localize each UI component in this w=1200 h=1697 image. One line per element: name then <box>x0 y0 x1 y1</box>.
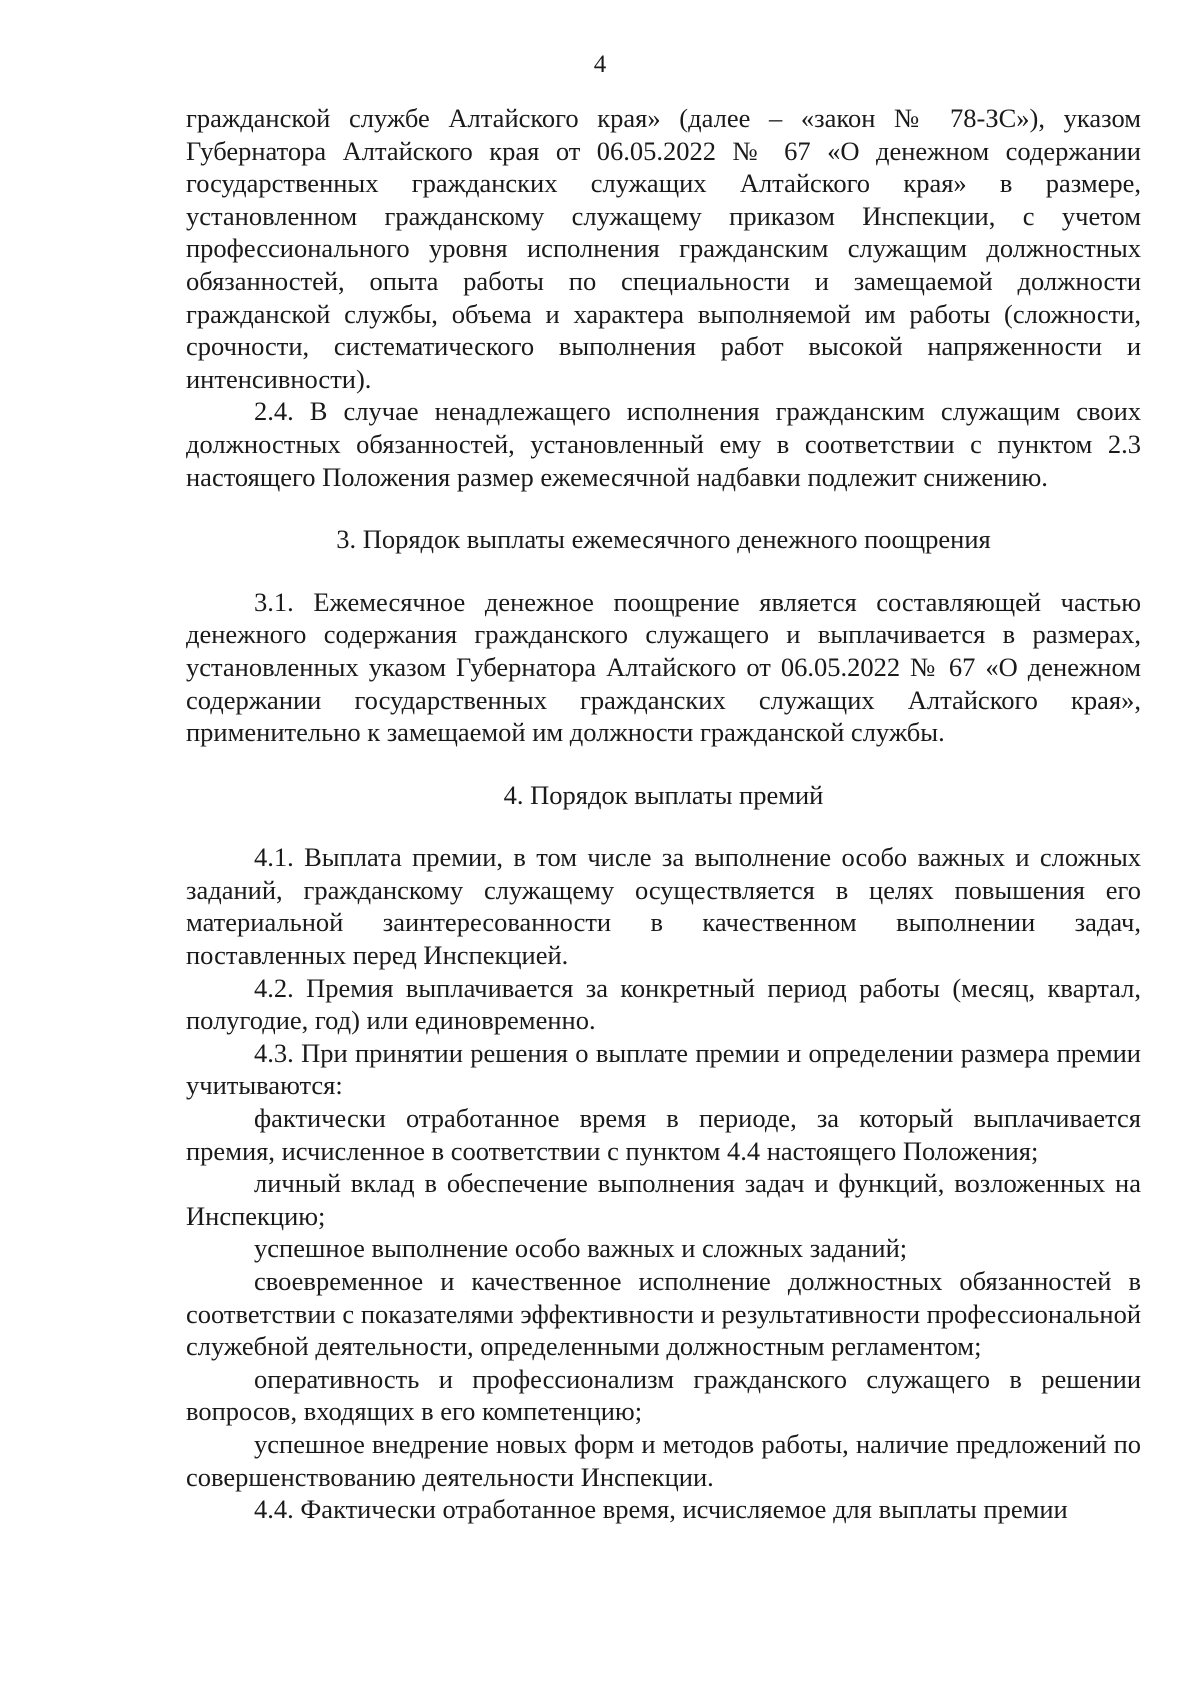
paragraph-4-3: 4.3. При принятии решения о выплате премии и определении размера премии учитываются: <box>186 1037 1141 1101</box>
paragraph-continuation: гражданской службе Алтайского края» (далее – «закон № 78-ЗС»), указом Губернатора Алтайского края от 06.05.2022 № 67 «О денежном содержании государственных гражданских служащих Алтайского края» в размере, установленном гражданскому служащему приказом Инспекции, с учетом профессионального уровня исполнения гражданским служащим должностных обязанностей, опыта работы по специальности и замещаемой должности гражданской службы, объема и характера выполняемой им работы (сложности, срочности, систематического выполнения работ высокой напряженности и интенсивности). <box>186 103 1141 394</box>
list-item: успешное внедрение новых форм и методов работы, наличие предложений по совершенствованию деятельности Инспекции. <box>186 1428 1141 1492</box>
list-item: успешное выполнение особо важных и сложных заданий; <box>254 1233 908 1264</box>
list-item: личный вклад в обеспечение выполнения задач и функций, возложенных на Инспекцию; <box>186 1168 1141 1231</box>
paragraph-2-4: 2.4. В случае ненадлежащего исполнения гражданским служащим своих должностных обязанностей, установленный ему в соответствии с пунктом 2.3 настоящего Положения размер ежемесячной надбавки подлежит снижению. <box>186 396 1141 492</box>
paragraph-4-2: 4.2. Премия выплачивается за конкретный период работы (месяц, квартал, полугодие, год) или единовременно. <box>186 972 1141 1036</box>
list-item: фактически отработанное время в периоде, за который выплачивается премия, исчисленное в соответствии с пунктом 4.4 настоящего Положения; <box>186 1103 1141 1166</box>
list-item: своевременное и качественное исполнение должностных обязанностей в соответствии с показателями эффективности и результативности профессиональной служебной деятельности, определенными должностным регламентом; <box>186 1266 1141 1362</box>
paragraph-4-4: 4.4. Фактически отработанное время, исчисляемое для выплаты премии <box>254 1494 1068 1525</box>
paragraph-3-1: 3.1. Ежемесячное денежное поощрение является составляющей частью денежного содержания гражданского служащего и выплачивается в размерах, установленных указом Губернатора Алтайского от 06.05.2022 № 67 «О денежном содержании государственных гражданских служащих Алтайского края», применительно к замещаемой им должности гражданской службы. <box>186 586 1141 748</box>
paragraph-4-1: 4.1. Выплата премии, в том числе за выполнение особо важных и сложных заданий, гражданскому служащему осуществляется в целях повышения его материальной заинтересованности в качественном выполнении задач, поставленных перед Инспекцией. <box>186 842 1141 971</box>
page-number: 4 <box>593 51 607 78</box>
section-heading-4: 4. Порядок выплаты премий <box>503 779 824 810</box>
document-body <box>186 102 1141 1526</box>
list-item: оперативность и профессионализм гражданского служащего в решении вопросов, входящих в его компетенцию; <box>186 1363 1141 1427</box>
section-heading-3: 3. Порядок выплаты ежемесячного денежного поощрения <box>336 524 991 555</box>
